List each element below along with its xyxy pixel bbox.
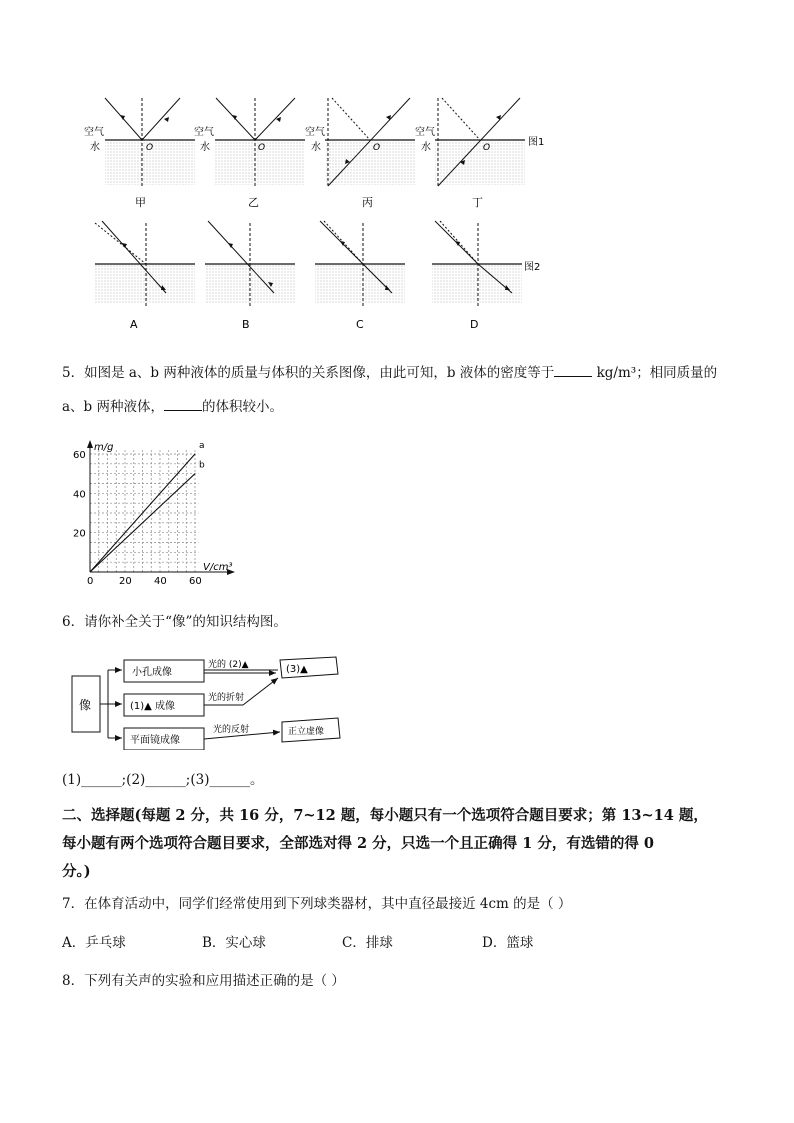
branch-2: (1)▲ 成像 — [130, 701, 176, 712]
fig1-panel-bing — [305, 98, 415, 209]
svg-text:空气: 空气 — [305, 127, 325, 138]
caption-D: D — [470, 318, 479, 331]
x-tick-label: 60 — [189, 576, 202, 587]
caption-A: A — [130, 318, 138, 331]
density-chart — [60, 432, 240, 592]
x-tick-label: 20 — [119, 576, 132, 587]
arrow-label-1: 光的 (2)▲ — [208, 660, 249, 670]
fig1-panel-ding — [415, 98, 544, 209]
series-label-a: a — [199, 441, 205, 451]
result-2: 正立虚像 — [288, 727, 325, 737]
branch-1: 小孔成像 — [132, 667, 172, 678]
fig2-panel-d — [432, 221, 540, 331]
section2-heading-1: 二、选择题(每题 2 分，共 16 分，7~12 题，每小题只有一个选项符合题目要求；第 13~14 题， — [62, 807, 708, 824]
light-refraction-figure — [80, 88, 550, 338]
water-label: 水 — [90, 142, 100, 153]
q5-blank-1[interactable] — [554, 362, 592, 377]
caption-C: C — [356, 318, 364, 331]
chart-xlabel: V/cm³ — [203, 562, 233, 573]
fig2-panel-a — [95, 221, 195, 331]
caption-bing: 丙 — [362, 196, 373, 209]
svg-text:水: 水 — [200, 142, 210, 153]
q7-question: 7．在体育活动中，同学们经常使用到下列球类器材，其中直径最接近 4cm 的是（ ） — [62, 896, 572, 912]
q7-option-b[interactable]: B．实心球 — [202, 935, 266, 951]
q6-answer-line: (1)______;(2)______;(3)______。 — [62, 772, 264, 788]
y-tick-label: 60 — [73, 450, 86, 461]
svg-text:O: O — [373, 143, 381, 153]
q8-question: 8．下列有关声的实验和应用描述正确的是（ ） — [62, 973, 345, 989]
caption-B: B — [242, 318, 250, 331]
y-tick-label: 20 — [73, 528, 86, 540]
section2-heading-2: 每小题有两个选项符合题目要求，全部选对得 2 分，只选一个且正确得 1 分，有选错的得 0 — [62, 835, 655, 852]
svg-text:水: 水 — [311, 142, 321, 153]
q7-option-c[interactable]: C．排球 — [342, 935, 393, 951]
x-tick-label: 40 — [154, 576, 167, 587]
fig1-panel-yi — [194, 98, 305, 209]
q5-line1: 5．如图是 a、b 两种液体的质量与体积的关系图像，由此可知，b 液体的密度等于 kg/m³；相同质量的 — [62, 362, 717, 383]
air-label: 空气 — [84, 127, 104, 138]
svg-text:水: 水 — [421, 142, 431, 153]
y-axis-arrow — [87, 440, 93, 448]
root-label: 像 — [79, 698, 92, 712]
chart-ylabel: m/g — [94, 442, 114, 453]
svg-text:O: O — [258, 143, 266, 153]
q5-blank-2[interactable] — [164, 396, 202, 411]
q6-question: 6．请你补全关于“像”的知识结构图。 — [62, 614, 287, 630]
q5-line2: a、b 两种液体， 的体积较小。 — [62, 396, 283, 417]
caption-ding: 丁 — [472, 196, 483, 209]
caption-jia: 甲 — [135, 196, 146, 209]
fig2-panel-c — [315, 221, 405, 331]
svg-text:空气: 空气 — [194, 127, 214, 138]
svg-text:空气: 空气 — [415, 127, 435, 138]
y-tick-label: 40 — [73, 489, 86, 501]
q7-option-a[interactable]: A．乒乓球 — [62, 935, 126, 951]
fig2-label: 图2 — [524, 262, 541, 273]
svg-text:O: O — [483, 143, 491, 153]
knowledge-structure-diagram — [68, 650, 368, 750]
fig1-panel-jia — [84, 98, 195, 209]
arrow-label-2: 光的折射 — [208, 693, 245, 703]
fig1-label: 图1 — [528, 137, 545, 148]
caption-yi: 乙 — [248, 196, 259, 209]
series-label-b: b — [199, 460, 205, 471]
x-tick-label: 0 — [87, 576, 94, 587]
q7-option-d[interactable]: D．篮球 — [482, 935, 534, 951]
section2-heading-3: 分。) — [62, 863, 91, 880]
branch-3: 平面镜成像 — [130, 735, 180, 746]
result-1: (3)▲ — [286, 664, 308, 675]
arrow-label-3: 光的反射 — [213, 725, 250, 735]
fig2-panel-b — [205, 221, 295, 331]
svg-text:O: O — [146, 143, 154, 153]
